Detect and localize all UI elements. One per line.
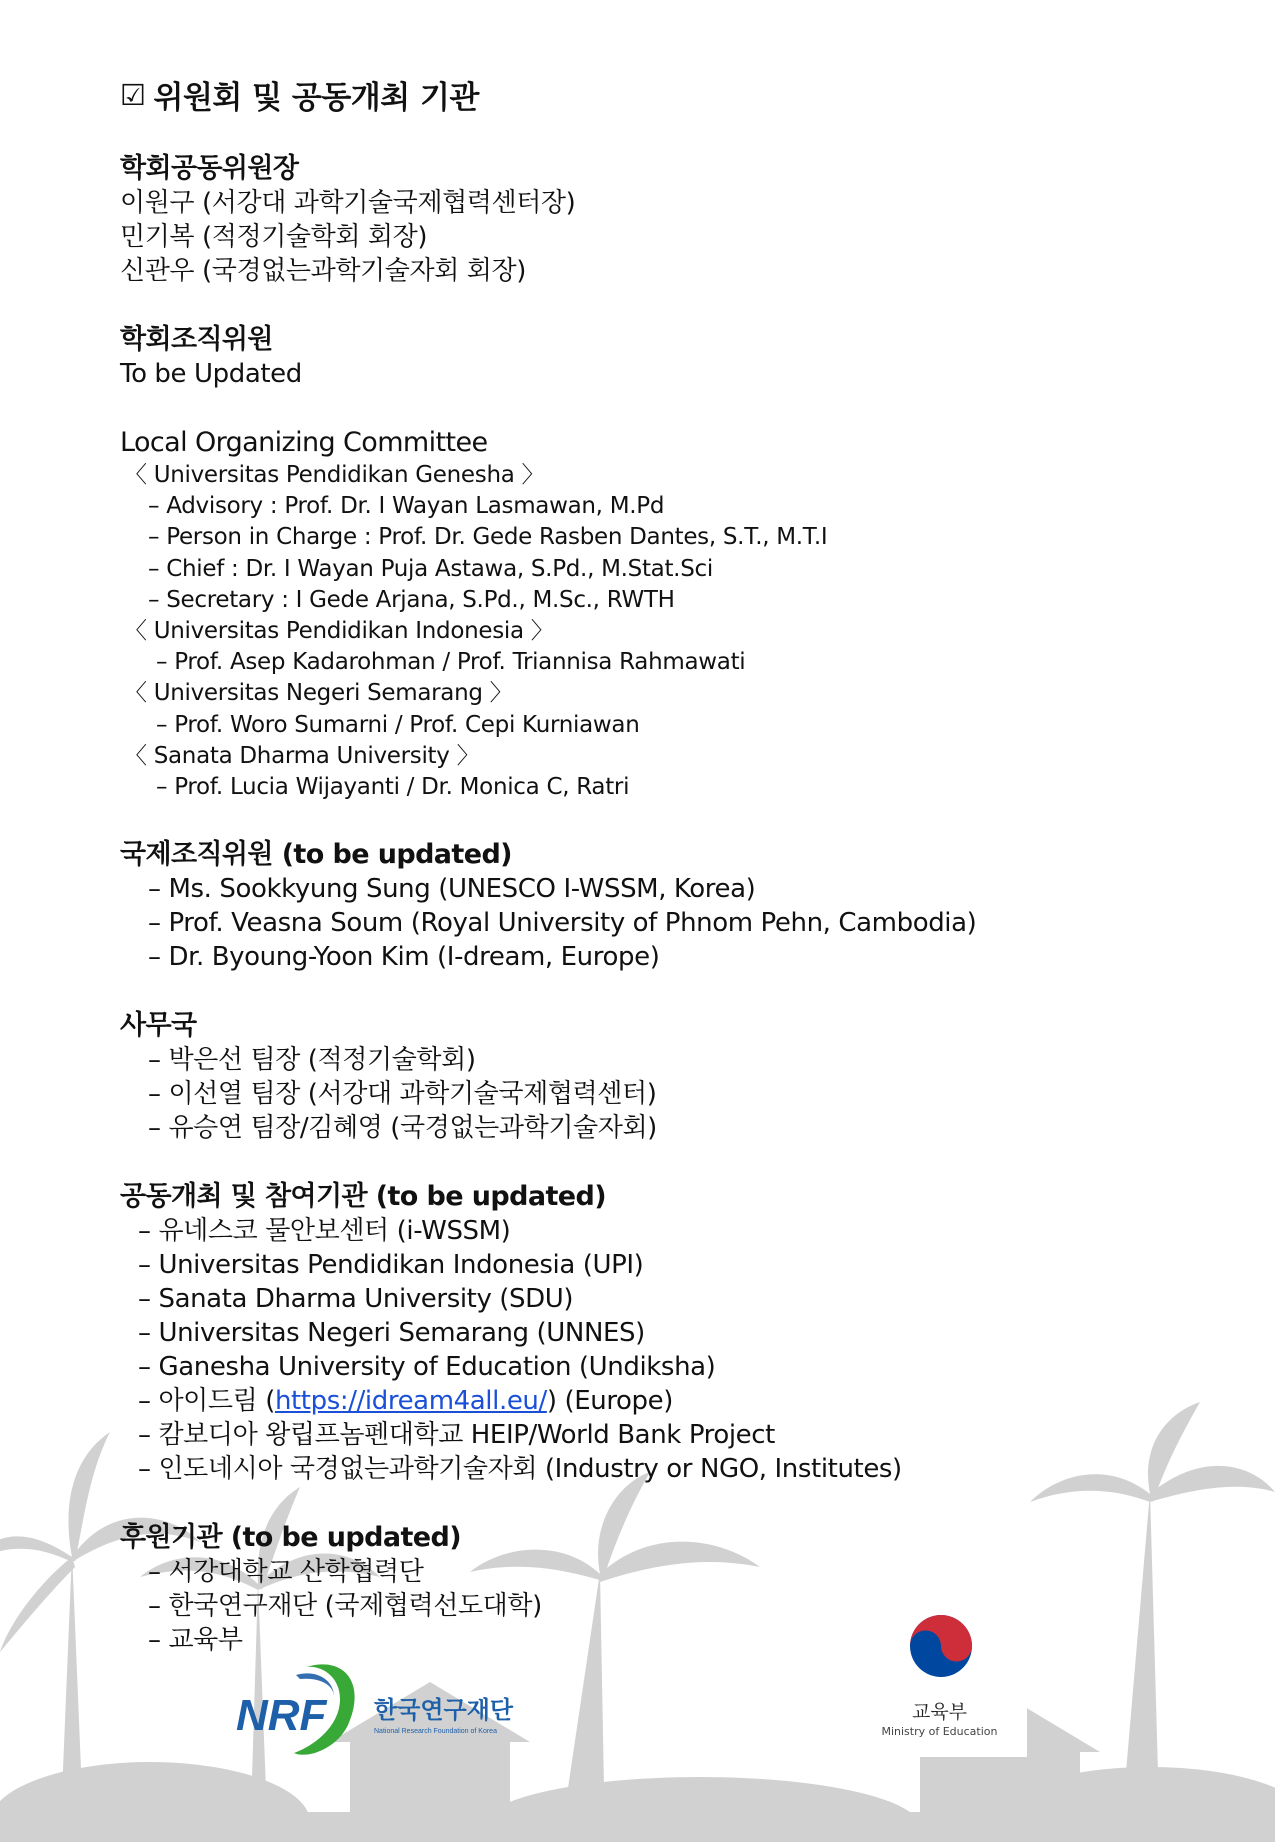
organizing-committee-section	[120, 323, 1220, 391]
nrf-abbr: NRF	[236, 1691, 327, 1740]
nrf-logo	[236, 1655, 516, 1765]
ministry-of-education-logo	[852, 1582, 1027, 1757]
secretariat-member: – 유승연 팀장/김혜영 (국경없는과학기술자회)	[148, 1113, 657, 1144]
co-chairs-section	[120, 152, 1220, 288]
loc-member: – Person in Charge : Prof. Dr. Gede Rasben Dantes, S.T., M.T.I	[148, 524, 828, 551]
secretariat-section	[120, 1009, 1220, 1145]
organizing-committee-note: To be Updated	[120, 359, 302, 389]
international-committee-heading: 국제조직위원 (to be updated)	[120, 839, 512, 871]
cohost-item: – Ganesha University of Education (Undiksha)	[138, 1352, 716, 1383]
moe-name-ko: 교육부	[911, 1701, 968, 1723]
cohost-item: – Sanata Dharma University (SDU)	[138, 1284, 574, 1315]
cohost-item: – 유네스코 물안보센터 (i-WSSM)	[138, 1216, 511, 1247]
cohost-item: – Universitas Negeri Semarang (UNNES)	[138, 1318, 645, 1349]
loc-group-name: 〈 Universitas Pendidikan Indonesia 〉	[124, 618, 554, 645]
cohost-item: – 캄보디아 왕립프놈펜대학교 HEIP/World Bank Project	[138, 1420, 775, 1451]
secretariat-heading: 사무국	[120, 1010, 197, 1042]
cohosts-section	[120, 1180, 1220, 1486]
international-committee-section	[120, 838, 1220, 974]
cohost-item: – 인도네시아 국경없는과학기술자회 (Industry or NGO, Institutes)	[138, 1454, 902, 1485]
taegeuk-emblem-icon	[909, 1614, 973, 1678]
sponsor-item: – 교육부	[148, 1625, 243, 1656]
cohosts-heading: 공동개최 및 참여기관 (to be updated)	[120, 1181, 606, 1213]
document-body	[120, 60, 1220, 1657]
cohost-item-idream	[120, 1384, 1220, 1418]
nrf-logo-graphic	[236, 1655, 516, 1765]
co-chair-item: 신관우 (국경없는과학기술자회 회장)	[120, 256, 526, 286]
co-chairs-heading: 학회공동위원장	[120, 153, 299, 184]
loc-member: – Chief : Dr. I Wayan Puja Astawa, S.Pd., M.Stat.Sci	[148, 555, 713, 582]
loc-member: – Prof. Woro Sumarni / Prof. Cepi Kurniawan	[156, 711, 640, 738]
loc-group-name: 〈 Universitas Negeri Semarang 〉	[124, 680, 513, 707]
international-committee-member: – Ms. Sookkyung Sung (UNESCO I-WSSM, Korea)	[148, 874, 756, 905]
secretariat-member: – 이선열 팀장 (서강대 과학기술국제협력센터)	[148, 1079, 657, 1110]
loc-group-name: 〈 Universitas Pendidikan Genesha 〉	[124, 462, 545, 488]
nrf-name-en: National Research Foundation of Korea	[374, 1728, 497, 1735]
loc-member: – Prof. Lucia Wijayanti / Dr. Monica C, Ratri	[156, 774, 630, 801]
international-committee-member: – Prof. Veasna Soum (Royal University of Phnom Pehn, Cambodia)	[148, 908, 977, 939]
cohost-item: – Universitas Pendidikan Indonesia (UPI)	[138, 1250, 644, 1281]
local-organizing-committee-section	[120, 426, 1220, 803]
sponsors-section	[120, 1521, 1220, 1657]
idream-suffix: ) (Europe)	[546, 1386, 673, 1417]
checkbox-icon: ☑	[120, 77, 146, 112]
moe-name-en: Ministry of Education	[881, 1725, 998, 1738]
international-committee-member: – Dr. Byoung-Yoon Kim (I-dream, Europe)	[148, 942, 660, 973]
idream-link[interactable]: https://idream4all.eu/	[274, 1386, 547, 1417]
co-chair-item: 이원구 (서강대 과학기술국제협력센터장)	[120, 188, 576, 218]
sponsor-item: – 서강대학교 산학협력단	[148, 1557, 424, 1588]
sponsor-item: – 한국연구재단 (국제협력선도대학)	[148, 1591, 542, 1622]
organizing-committee-heading: 학회조직위원	[120, 324, 273, 355]
loc-member: – Advisory : Prof. Dr. I Wayan Lasmawan, M.Pd	[148, 493, 665, 520]
secretariat-member: – 박은선 팀장 (적정기술학회)	[148, 1045, 476, 1076]
loc-group-name: 〈 Sanata Dharma University 〉	[124, 742, 480, 769]
co-chair-item: 민기복 (적정기술학회 회장)	[120, 222, 428, 252]
loc-member: – Prof. Asep Kadarohman / Prof. Triannisa Rahmawati	[156, 649, 746, 676]
local-organizing-committee-heading: Local Organizing Committee	[120, 427, 488, 458]
loc-member: – Secretary : I Gede Arjana, S.Pd., M.Sc., RWTH	[148, 586, 675, 613]
sponsors-heading: 후원기관 (to be updated)	[120, 1522, 461, 1554]
idream-prefix: – 아이드림 (	[138, 1386, 275, 1417]
page-title	[120, 72, 1220, 117]
nrf-name-ko: 한국연구재단	[374, 1696, 514, 1724]
page-title-text: 위원회 및 공동개최 기관	[153, 80, 479, 116]
